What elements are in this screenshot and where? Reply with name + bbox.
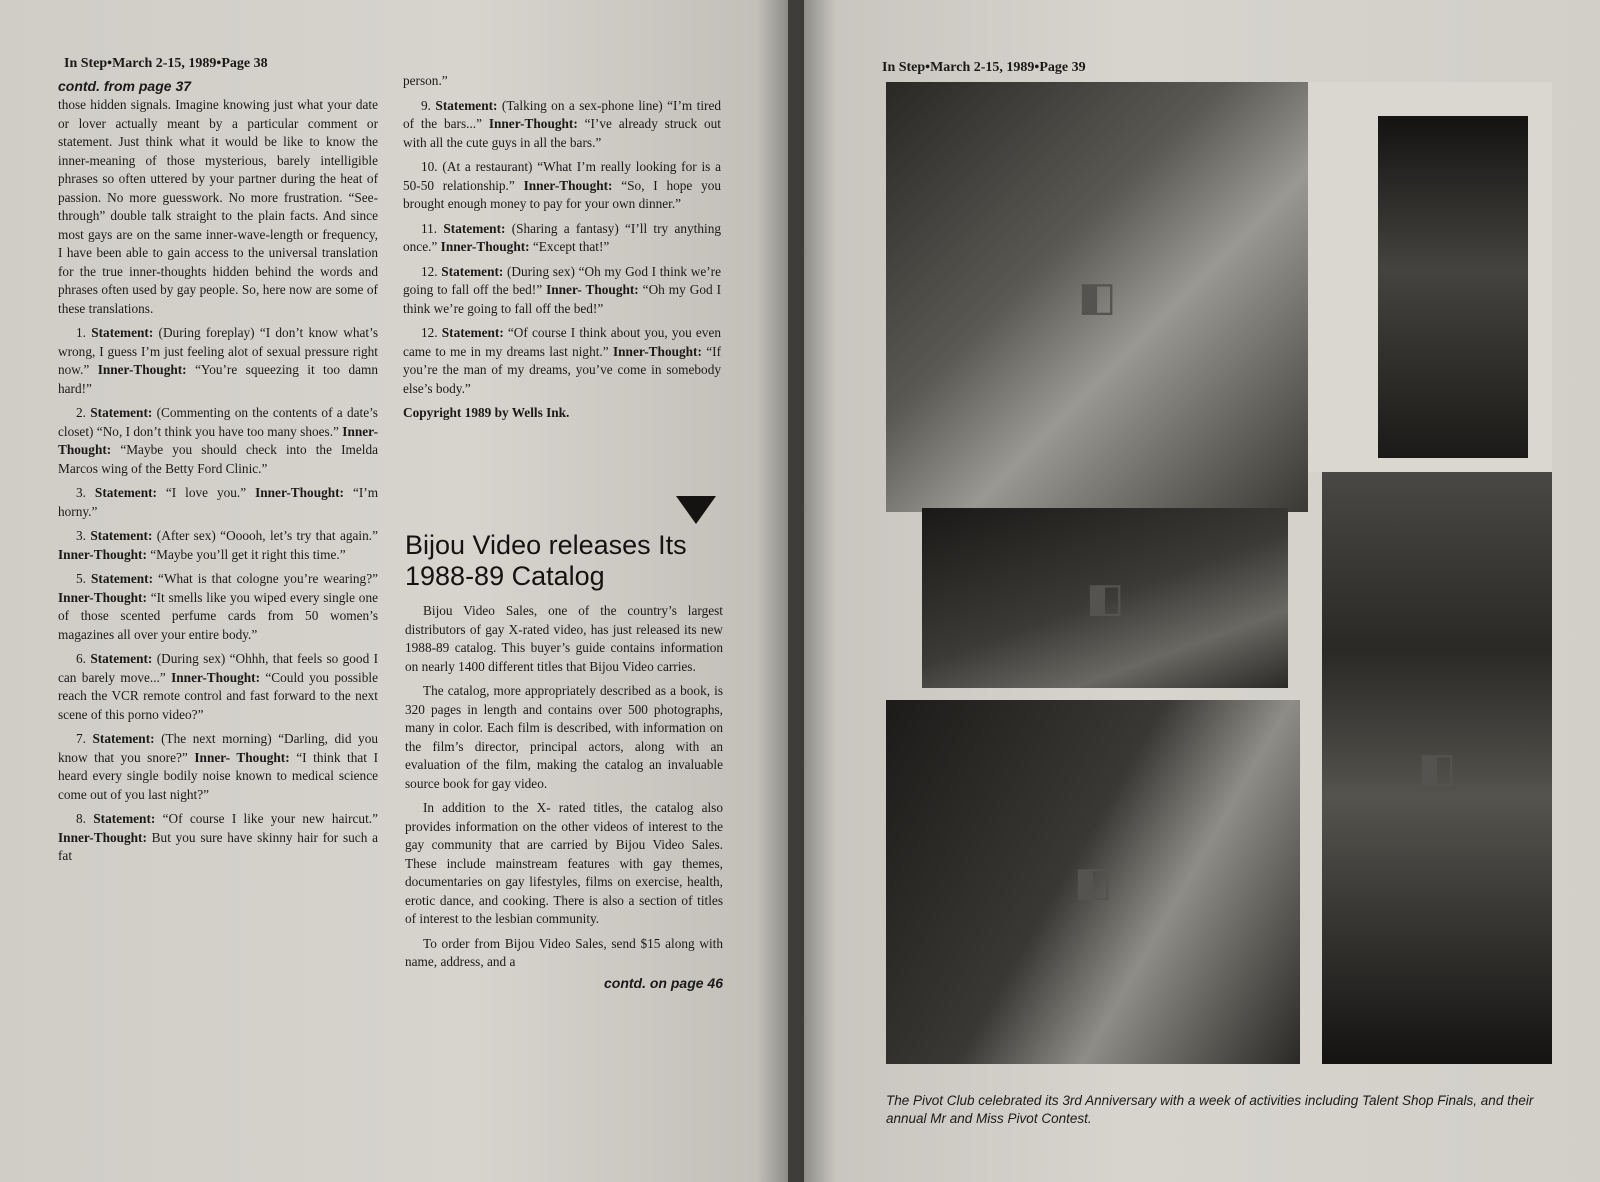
column-1 bbox=[58, 96, 378, 872]
item-stmt-label: Statement: bbox=[93, 811, 156, 826]
item-num: 12. bbox=[421, 263, 438, 279]
item-stmt-label: Statement: bbox=[91, 571, 154, 586]
translation-item bbox=[58, 324, 378, 398]
article-paragraph: The catalog, more appropriately described as a book, is 320 pages in length and contains over 500 photographs, many in color. Each film is described, with information on the film’s director, principal actors, along with an evaluation of the film, making the catalog an invaluable source book for gay video. bbox=[405, 683, 723, 791]
translation-item bbox=[58, 484, 378, 521]
translation-item bbox=[58, 404, 378, 478]
photo-frame-performer bbox=[1308, 82, 1552, 472]
item-stmt-label: Statement: bbox=[90, 651, 153, 666]
translation-list-2 bbox=[403, 97, 721, 399]
photo-man-suit bbox=[1322, 472, 1552, 1064]
continued-on-label: contd. on page 46 bbox=[603, 974, 723, 991]
item-stmt: (The next morning) “Darling, did you know that you snore?” bbox=[58, 731, 378, 765]
item-num: 12. bbox=[421, 325, 438, 340]
column-2 bbox=[403, 72, 721, 427]
photo-icon: ◧ bbox=[1418, 745, 1456, 791]
item-stmt-label: Statement: bbox=[91, 325, 154, 340]
item-stmt-label: Statement: bbox=[443, 220, 506, 236]
item-stmt: (At a restaurant) “What I’m really looking for is a 50-50 relationship.” bbox=[403, 159, 722, 193]
item-inner-label: Inner-Thought: bbox=[97, 362, 187, 377]
item-inner-label: Inner-Thought: bbox=[440, 239, 530, 254]
item-inner: But you sure have skinny hair for such a fat bbox=[58, 829, 378, 863]
translation-item bbox=[58, 810, 378, 866]
copyright-line: Copyright 1989 by Wells Ink. bbox=[403, 405, 570, 420]
item-num: 1. bbox=[76, 325, 86, 340]
item-stmt: (During sex) “Oh my God I think we’re going to fall off the bed!” bbox=[403, 263, 721, 297]
item-inner-label: Inner-Thought: bbox=[171, 669, 261, 685]
item-num: 2. bbox=[76, 405, 86, 420]
article-paragraph: To order from Bijou Video Sales, send $15 along with name, address, and a bbox=[405, 935, 723, 969]
item-inner: “If you’re the man of my dreams, you’ve come in somebody else’s body.” bbox=[403, 343, 721, 396]
photo-icon: ◧ bbox=[1086, 575, 1124, 621]
item-stmt-label: Statement: bbox=[435, 97, 498, 113]
translation-item bbox=[403, 158, 721, 214]
down-arrow-icon bbox=[676, 496, 716, 524]
item-stmt-label: Statement: bbox=[441, 325, 504, 340]
item-inner: “Maybe you’ll get it right this time.” bbox=[150, 546, 346, 562]
item-inner-label: Inner-Thought: bbox=[488, 116, 578, 131]
translation-item bbox=[58, 527, 378, 564]
item-stmt: “What is that cologne you’re wearing?” bbox=[158, 571, 378, 586]
continued-text: person.” bbox=[403, 73, 448, 88]
item-num: 8. bbox=[76, 811, 86, 826]
item-inner-label: Inner- Thought: bbox=[194, 749, 290, 765]
item-num: 3. bbox=[76, 528, 86, 543]
item-stmt: (Talking on a sex-phone line) “I’m tired of the bars...” bbox=[403, 97, 722, 131]
translation-item bbox=[403, 324, 721, 398]
item-inner: “It smells like you wiped every single one of those scented perfume cards from 50 women’s magazines all over your entire body.” bbox=[58, 589, 378, 642]
translation-item bbox=[403, 97, 721, 153]
item-stmt: (During sex) “Ohhh, that feels so good I can barely move...” bbox=[58, 651, 378, 685]
item-num: 10. bbox=[421, 159, 438, 174]
intro-paragraph: those hidden signals. Imagine knowing just what your date or lover actually meant by a particular comment or statement. Just think what it would be like to know the inner-meaning of those mysterious, barely intelligible phrases so often uttered by your partner during the heat of passion. No more guesswork. No more frustration. “See-through” double talk straight to the plain facts. And since most gays are on the same inner-wave-length or frequency, I have been able to gain access to the universal translation for the true inner-thoughts hidden behind the words and phrases often used by gay people. So, here now are some of these translations. bbox=[58, 97, 378, 316]
item-stmt: “Of course I think about you, you even came to me in my dreams last night.” bbox=[403, 325, 721, 359]
page-38 bbox=[0, 0, 788, 1182]
item-num: 9. bbox=[421, 97, 431, 113]
item-inner: “So, I hope you brought enough money to pay for your own dinner.” bbox=[403, 177, 722, 211]
binding-gutter bbox=[788, 0, 804, 1182]
item-stmt: (During foreplay) “I don’t know what’s wrong, I guess I’m just feeling alot of sexual pressure right now.” bbox=[58, 325, 378, 377]
item-inner-label: Inner-Thought: bbox=[58, 589, 147, 605]
item-inner: “Except that!” bbox=[532, 239, 610, 254]
item-stmt: (Commenting on the contents of a date’s closet) “No, I don’t think you have too many shoes.” bbox=[58, 405, 378, 439]
photo-two-men bbox=[886, 700, 1300, 1064]
item-stmt-label: Statement: bbox=[441, 263, 504, 279]
item-inner-label: Inner-Thought: bbox=[523, 177, 613, 193]
item-stmt: (Sharing a fantasy) “I’ll try anything once.” bbox=[403, 220, 721, 254]
translation-list-1 bbox=[58, 324, 378, 866]
item-inner: “Could you possible reach the VCR remote control and fast forward to the next scene of this porno video?” bbox=[58, 669, 378, 722]
item-num: 5. bbox=[76, 571, 86, 586]
photo-icon: ◧ bbox=[1074, 859, 1112, 905]
page-header: In Step•March 2-15, 1989•Page 38 bbox=[64, 56, 268, 71]
item-inner-label: Inner-Thought: bbox=[255, 485, 344, 500]
item-inner: “I’m horny.” bbox=[58, 485, 379, 519]
article-paragraph: In addition to the X- rated titles, the catalog also provides information on the other videos of interest to the gay community that are carried by Bijou Video Sales. These include mainstream features with gay themes, documentaries on gay lifestyles, films on exercise, health, erotic dance, and cooking. There is also a section of titles of interest to the lesbian community. bbox=[405, 800, 723, 926]
item-num: 7. bbox=[76, 731, 86, 746]
item-inner-label: Inner- Thought: bbox=[546, 282, 639, 297]
item-stmt-label: Statement: bbox=[90, 528, 153, 543]
article-body bbox=[405, 602, 723, 992]
photo-icon: ◧ bbox=[1078, 274, 1116, 320]
item-num: 11. bbox=[421, 220, 438, 236]
item-inner-label: Inner-Thought: bbox=[58, 546, 147, 562]
item-stmt: (After sex) “Ooooh, let’s try that again.” bbox=[156, 528, 379, 543]
translation-item bbox=[58, 570, 378, 644]
item-stmt-label: Statement: bbox=[92, 731, 155, 746]
page-header: In Step•March 2-15, 1989•Page 39 bbox=[882, 60, 1086, 75]
item-inner-label: Inner-Thought: bbox=[58, 423, 378, 457]
item-inner: “I’ve already struck out with all the cute guys in all the bars.” bbox=[403, 116, 721, 150]
item-inner-label: Inner-Thought: bbox=[58, 829, 147, 845]
item-stmt-label: Statement: bbox=[94, 485, 157, 500]
photo-dancer-floor bbox=[922, 508, 1288, 688]
translation-item bbox=[58, 650, 378, 724]
article-paragraph: Bijou Video Sales, one of the country’s largest distributors of gay X-rated video, has just released its new 1988-89 catalog. This buyer’s guide contains information on nearly 1400 different titles that Bijou Video carries. bbox=[405, 603, 723, 674]
photo-performer bbox=[1378, 116, 1528, 458]
item-inner: “Oh my God I think we’re going to fall off the bed!” bbox=[403, 282, 721, 316]
continued-from-label: contd. from page 37 bbox=[58, 78, 192, 94]
article-headline: Bijou Video releases Its 1988-89 Catalog bbox=[405, 530, 687, 591]
item-stmt-label: Statement: bbox=[90, 405, 153, 420]
item-inner: “You’re squeezing it too damn hard!” bbox=[58, 362, 378, 396]
item-stmt: “I love you.” bbox=[165, 485, 247, 500]
item-num: 3. bbox=[76, 485, 86, 500]
photo-couple-glasses bbox=[886, 82, 1308, 512]
translation-item bbox=[58, 730, 378, 804]
translation-item bbox=[403, 263, 721, 319]
photo-caption: The Pivot Club celebrated its 3rd Anniversary with a week of activities including Talent Shop Finals, and their annual Mr and Miss Pivot Contest. bbox=[886, 1093, 1534, 1126]
item-inner: “I think that I heard every single bodily noise known to medical science come out of you last night?” bbox=[58, 749, 379, 802]
item-stmt: “Of course I like your new haircut.” bbox=[162, 811, 379, 826]
item-inner-label: Inner-Thought: bbox=[612, 343, 702, 359]
item-inner: “Maybe you should check into the Imelda Marcos wing of the Betty Ford Clinic.” bbox=[58, 442, 379, 476]
item-num: 6. bbox=[76, 651, 86, 666]
translation-item bbox=[403, 220, 721, 257]
